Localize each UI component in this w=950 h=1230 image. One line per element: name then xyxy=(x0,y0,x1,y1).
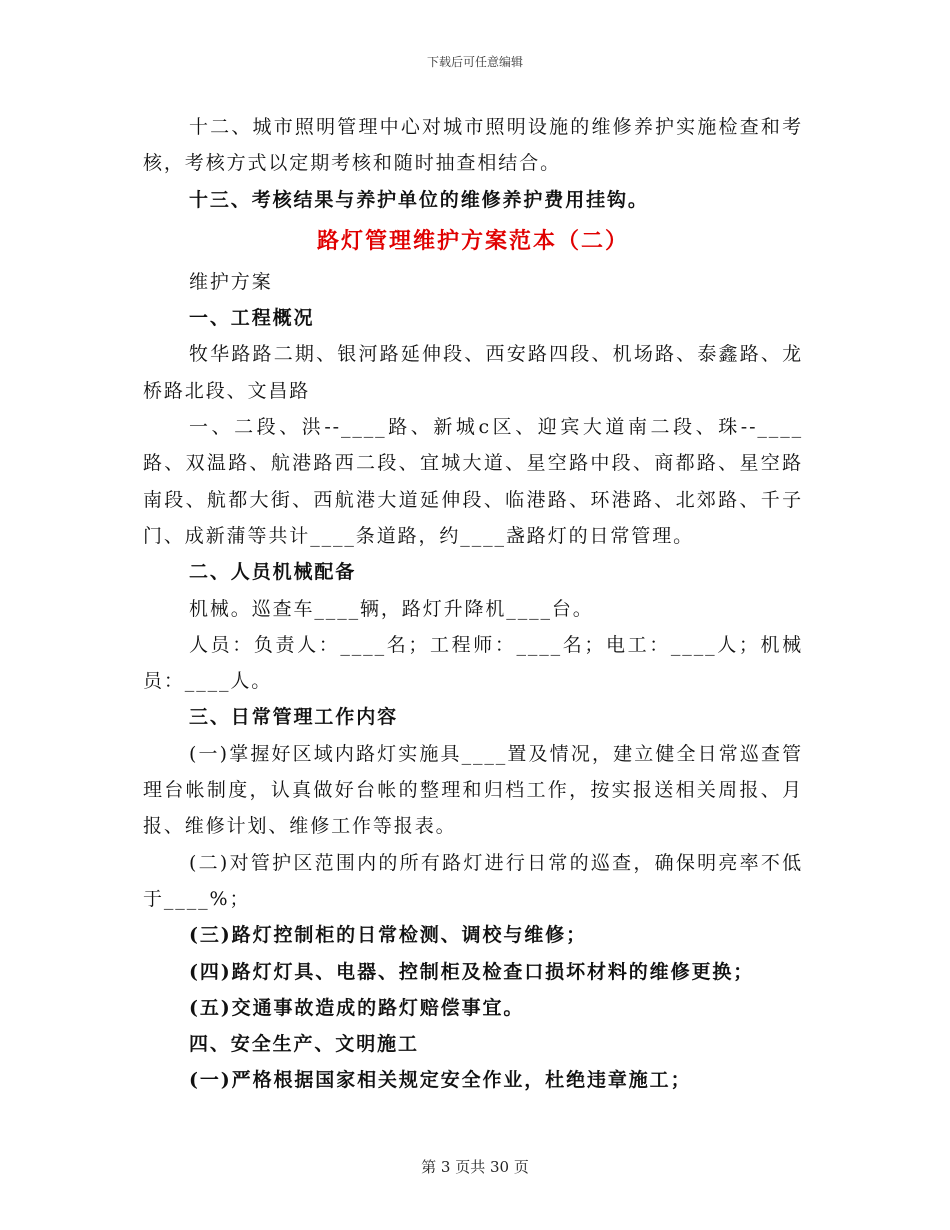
paragraph-item-4: (四)路灯灯具、电器、控制柜及检查口损坏材料的维修更换； xyxy=(189,960,755,983)
page-header-note: 下载后可任意编辑 xyxy=(426,55,523,69)
heading-safety: 四、安全生产、文明施工 xyxy=(189,1033,419,1056)
heading-staff-equipment: 二、人员机械配备 xyxy=(189,561,357,584)
paragraph-maintenance-plan: 维护方案 xyxy=(189,270,273,293)
paragraph-12: 十二、城市照明管理中心对城市照明设施的维修养护实施检查和考核，考核方式以定期考核和随时抽查相结合。 xyxy=(143,116,803,175)
paragraph-staff: 人员：负责人：____名；工程师：____名；电工：____人；机械员：____人。 xyxy=(143,633,803,693)
paragraph-item-5: (五)交通事故造成的路灯赔偿事宜。 xyxy=(189,996,525,1019)
paragraph-safety-1: (一)严格根据国家相关规定安全作业，杜绝违章施工； xyxy=(189,1069,692,1092)
paragraph-roads-1: 牧华路路二期、银河路延伸段、西安路四段、机场路、泰鑫路、龙桥路北段、文昌路 xyxy=(143,343,803,402)
heading-project-overview: 一、工程概况 xyxy=(189,307,315,330)
paragraph-item-1: (一)掌握好区域内路灯实施具____置及情况，建立健全日常巡查管理台帐制度，认真做好台帐的整理和归档工作，按实报送相关周报、月报、维修计划、维修工作等报表。 xyxy=(143,742,803,838)
paragraph-roads-2: 一、二段、洪--____路、新城c区、迎宾大道南二段、珠--____路、双温路、航港路西二段、宜城大道、星空路中段、商都路、星空路南段、航都大街、西航港大道延伸段、临港路、环港路、北郊路、千子门、成新蒲等共计____条道路，约____盏路灯的日常管理。 xyxy=(143,416,803,547)
paragraph-item-2: (二)对管护区范围内的所有路灯进行日常的巡查，确保明亮率不低于____%； xyxy=(143,851,803,910)
document-body xyxy=(143,109,803,1099)
section-title: 路灯管理维护方案范本（二） xyxy=(316,227,629,254)
paragraph-13: 十三、考核结果与养护单位的维修养护费用挂钩。 xyxy=(189,188,649,211)
paragraph-equipment: 机械。巡查车____辆，路灯升降机____台。 xyxy=(189,597,594,620)
heading-daily-management: 三、日常管理工作内容 xyxy=(189,706,399,729)
paragraph-item-3: (三)路灯控制柜的日常检测、调校与维修； xyxy=(189,924,587,947)
page-footer-number: 第 3 页共 30 页 xyxy=(421,1158,529,1176)
